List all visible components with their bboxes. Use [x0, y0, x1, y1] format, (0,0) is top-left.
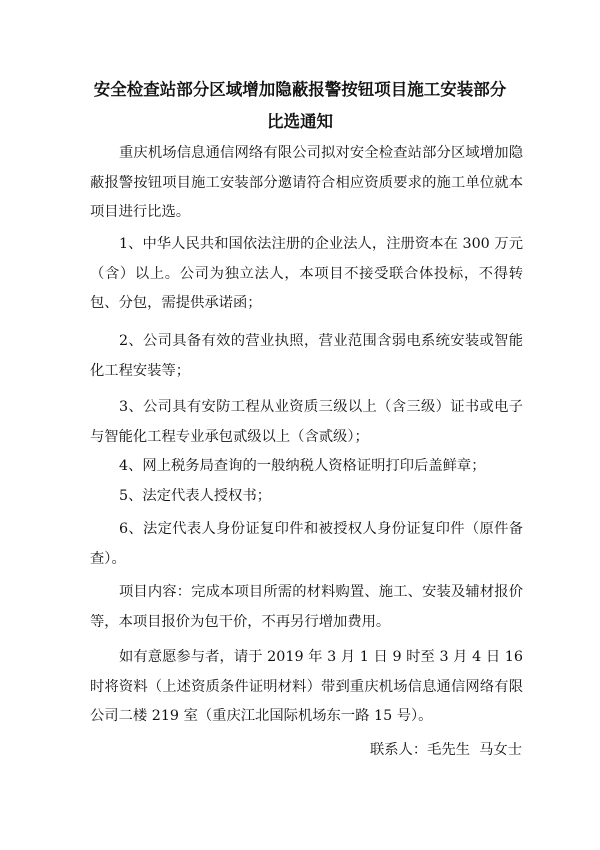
document-title-line-2: 比选通知: [267, 112, 333, 131]
requirement-2: 2、公司具备有效的营业执照，营业范围含弱电系统安装或智能化工程安装等；: [90, 333, 523, 379]
requirement-6: 6、法定代表人身份证复印件和被授权人身份证复印件（原件备查）。: [90, 521, 523, 567]
invitation-paragraph: 如有意愿参与者，请于 2019 年 3 月 1 日 9 时至 3 月 4 日 16 时将资料（上述资质条件证明材料）带到重庆机场信息通信网络有限公司二楼 219 室（重庆江北国际机场东一路 15 号）。: [90, 649, 523, 724]
requirement-3: 3、公司具有安防工程从业资质三级以上（含三级）证书或电子与智能化工程专业承包贰级以上（含贰级）；: [90, 399, 523, 445]
requirement-1: 1、中华人民共和国依法注册的企业法人，注册资本在 300 万元（含）以上。公司为独立法人，本项目不接受联合体投标，不得转包、分包，需提供承诺函；: [90, 236, 523, 311]
contact-line: 联系人：毛先生 马女士: [369, 742, 522, 758]
requirement-4: 4、网上税务局查询的一般纳税人资格证明打印后盖鲜章；: [119, 458, 486, 474]
intro-paragraph: 重庆机场信息通信网络有限公司拟对安全检查站部分区域增加隐蔽报警按钮项目施工安装部分邀请符合相应资质要求的施工单位就本项目进行比选。: [90, 145, 523, 220]
project-content-paragraph: 项目内容：完成本项目所需的材料购置、施工、安装及辅材报价等，本项目报价为包干价，不再另行增加费用。: [90, 584, 523, 630]
requirement-5: 5、法定代表人授权书；: [119, 488, 272, 504]
document-title-line-1: 安全检查站部分区域增加隐蔽报警按钮项目施工安装部分: [93, 80, 507, 99]
